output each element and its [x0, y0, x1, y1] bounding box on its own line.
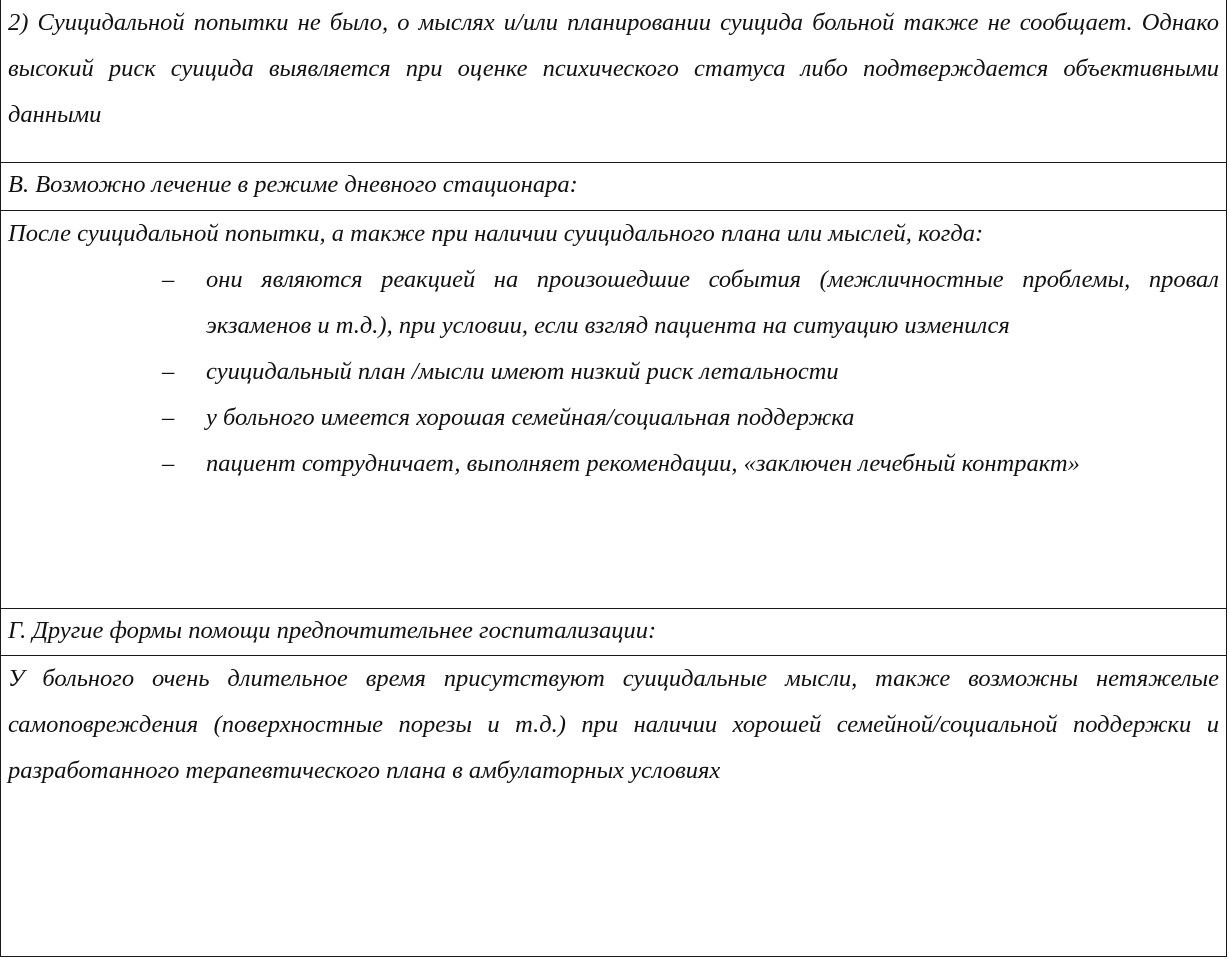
dash-bullet-icon: –: [162, 404, 175, 431]
criterion-2-text: 2) Суицидальной попытки не было, о мыслях и/или планировании суицида больной также не сообщает. Однако высокий риск суицида выявляется при оценке психического статуса либо подтверждается объективными данными: [8, 9, 1219, 128]
list-item: [162, 395, 1219, 441]
dash-bullet-icon: –: [162, 358, 175, 385]
section-v-intro: После суицидальной попытки, а также при наличии суицидального плана или мыслей, когда:: [8, 220, 984, 247]
section-v-heading: В. Возможно лечение в режиме дневного стационара:: [8, 171, 578, 198]
list-item-text: пациент сотрудничает, выполняет рекомендации, «заключен лечебный контракт»: [206, 450, 1080, 477]
list-item-text: у больного имеется хорошая семейная/социальная поддержка: [206, 404, 855, 431]
section-v-bullet-list: [8, 257, 1219, 487]
dash-bullet-icon: –: [162, 450, 175, 477]
list-item: [162, 349, 1219, 395]
section-g-heading: Г. Другие формы помощи предпочтительнее госпитализации:: [8, 617, 657, 644]
section-g-text: У больного очень длительное время присутствуют суицидальные мысли, также возможны нетяжелые самоповреждения (поверхностные порезы и т.д.) при наличии хорошей семейной/социальной поддержки и разработанного терапевтического плана в амбулаторных условиях: [8, 665, 1219, 784]
table-row-section-v-content: [1, 211, 1226, 609]
list-item-text: они являются реакцией на произошедшие события (межличностные проблемы, провал экзаменов и т.д.), при условии, если взгляд пациента на ситуацию изменился: [206, 266, 1219, 339]
list-item: [162, 257, 1219, 349]
list-item: [162, 441, 1219, 487]
table-row-section-g-content: [1, 656, 1226, 857]
dash-bullet-icon: –: [162, 266, 175, 293]
table-row-criterion-2: [1, 0, 1226, 163]
list-item-text: суицидальный план /мысли имеют низкий риск летальности: [206, 358, 839, 385]
table-row-section-g-heading: [1, 609, 1226, 656]
table-row-section-v-heading: [1, 163, 1226, 211]
